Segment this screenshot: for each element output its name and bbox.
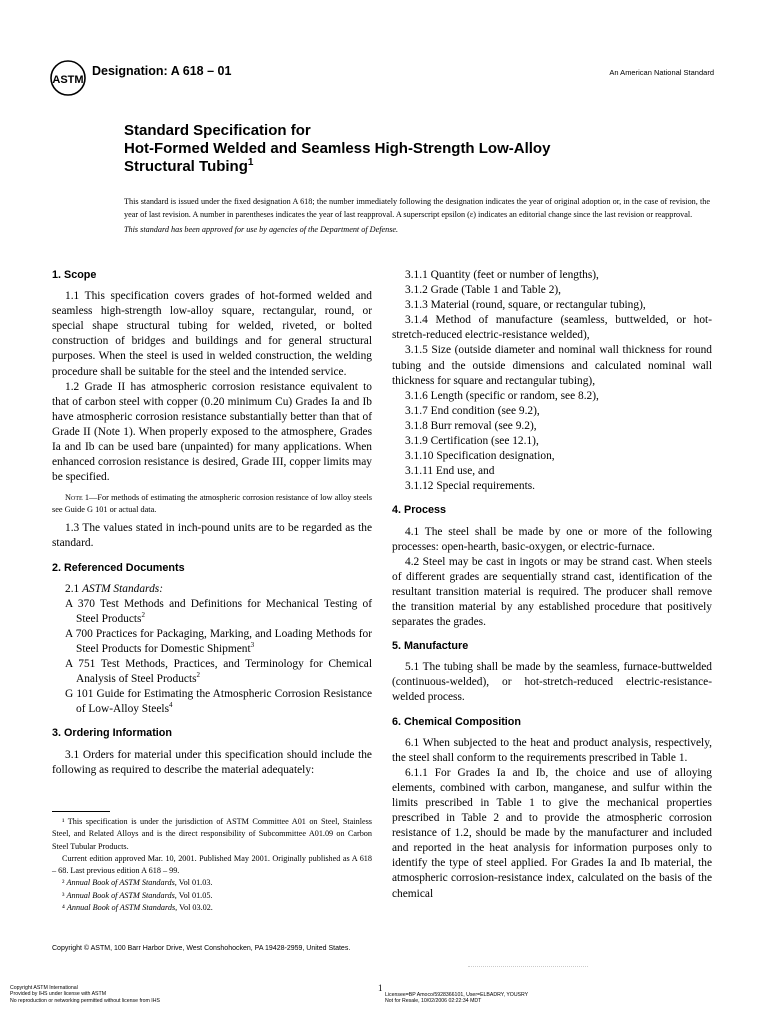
title-line-1: Standard Specification for	[124, 122, 311, 139]
footnote-2: ² Annual Book of ASTM Standards, Vol 01.03.	[62, 878, 213, 888]
list-item: 3.1.2 Grade (Table 1 and Table 2),	[405, 284, 562, 297]
list-item: 3.1.7 End condition (see 9.2),	[405, 404, 540, 417]
reference-a751: A 751 Test Methods, Practices, and Terminology for Chemical Analysis of Steel Products$^2$	[65, 658, 372, 686]
section-heading-chemical-composition: 6. Chemical Composition	[392, 715, 521, 728]
reference-g101: G 101 Guide for Estimating the Atmospheric Corrosion Resistance of Low-Alloy Steels$^4$	[65, 688, 372, 716]
paragraph-1-3: 1.3 The values stated in inch-pound units are to be regarded as the standard.	[52, 522, 372, 550]
list-item: 3.1.9 Certification (see 12.1),	[405, 435, 539, 448]
footnote-1: ¹ This specification is under the jurisdiction of ASTM Committee A01 on Steel, Stainless Steel, and Related Alloys and is the direct responsibility of Subcommittee A01.09 on Carbon Steel Tubular Products.	[52, 817, 372, 851]
copyright-line: Copyright © ASTM, 100 Barr Harbor Drive, West Conshohocken, PA 19428-2959, United States.	[52, 945, 351, 952]
footnote-1-edition: Current edition approved Mar. 10, 2001. Published May 2001. Originally published as A 618 – 68. Last previous edition A 618 – 99.	[52, 853, 372, 876]
footnotes	[52, 811, 372, 914]
designation: Designation: A 618 – 01	[92, 64, 232, 78]
list-item: 3.1.12 Special requirements.	[405, 480, 536, 493]
license-info-right: Licensee=BP Amoco/5928366101, User=ELBADRY, YOUSRY Not for Resale, 10/02/2006 02:22:34 MDT	[385, 992, 529, 1005]
license-info-left: Copyright ASTM International Provided by IHS under license with ASTM No reproduction or networking permitted without license from IHS	[10, 985, 160, 1004]
paragraph-3-1: 3.1 Orders for material under this specification should include the following as required to describe the material adequately:	[52, 748, 372, 776]
list-item: 3.1.6 Length (specific or random, see 8.2),	[405, 389, 599, 402]
reference-a370: A 370 Test Methods and Definitions for Mechanical Testing of Steel Products$^2$	[65, 597, 372, 625]
paragraph-4-1: 4.1 The steel shall be made by one or more of the following processes: open-hearth, basic-oxygen, or electric-furnace.	[392, 525, 712, 553]
page-number: 1	[378, 983, 383, 993]
section-heading-ordering-information: 3. Ordering Information	[52, 727, 172, 740]
paragraph-6-1-1: 6.1.1 For Grades Ia and Ib, the choice and use of alloying elements, combined with carbon, manganese, and sulfur within the limits prescribed in Table 1 to give the mechanical properties prescribed in Table 2 and to provide the atmospheric corrosion resistance of 1.2, should be made by the manufacturer and included and reported in the heat analysis for information purposes only to identify the type of steel applied. For Grades Ia and Ib material, the atmospheric corrosion-resistance index, calculated on the basis of the chemical	[392, 766, 712, 900]
paragraph-2-1: 2.1 ASTM Standards:	[65, 582, 163, 595]
section-heading-referenced-documents: 2. Referenced Documents	[52, 561, 185, 574]
footnote-4: ⁴ Annual Book of ASTM Standards, Vol 03.02.	[62, 903, 213, 913]
document-title	[124, 122, 724, 176]
paragraph-1-1: 1.1 This specification covers grades of hot-formed welded and seamless high-strength low-alloy square, rectangular, round, or special shape structural tubing for welded, riveted, or bolted construction of bridges and buildings and for general structural purposes. When the steel is used in welded construction, the welding procedure shall be suitable for the steel and the intended service.	[52, 290, 372, 378]
footnote-3: ³ Annual Book of ASTM Standards, Vol 01.05.	[62, 890, 213, 900]
title-footnote-ref: 1	[247, 157, 254, 168]
issuance-notice	[124, 196, 710, 237]
footnote-divider	[52, 811, 110, 812]
paragraph-4-2: 4.2 Steel may be cast in ingots or may be strand cast. When steels of different grades are sequentially strand cast, identification of the resultant transition material is required. The producer shall remove the transition material by any established procedure that positively separates the grades.	[392, 555, 712, 629]
list-item: 3.1.11 End use, and	[405, 465, 495, 478]
title-line-2: Hot-Formed Welded and Seamless High-Strength Low-Alloy	[124, 140, 551, 157]
list-item: 3.1.8 Burr removal (see 9.2),	[405, 419, 537, 432]
issuance-text: This standard is issued under the fixed designation A 618; the number immediately following the designation indicates the year of original adoption or, in the case of revision, the year of last revision. A number in parentheses indicates the year of last reapproval. A superscript epsilon (ε) indicates an editorial change since the last revision or reapproval.	[124, 197, 710, 219]
list-item: 3.1.1 Quantity (feet or number of lengths),	[405, 269, 599, 281]
faint-watermark-divider	[468, 966, 588, 970]
section-heading-process: 4. Process	[392, 504, 447, 517]
section-heading-scope: 1. Scope	[52, 269, 97, 281]
section-heading-manufacture: 5. Manufacture	[392, 640, 469, 653]
paragraph-5-1: 5.1 The tubing shall be made by the seamless, furnace-buttwelded (continuous-welded), or hot-stretch-reduced electric-resistance-welded process.	[392, 661, 712, 704]
list-item: 3.1.4 Method of manufacture (seamless, buttwelded, or hot-stretch-reduced electric-resistance welded),	[392, 314, 712, 342]
list-item: 3.1.10 Specification designation,	[405, 450, 555, 463]
american-national-standard-label: An American National Standard	[609, 68, 714, 77]
left-column	[52, 268, 372, 778]
document-header	[50, 58, 714, 98]
astm-logo-icon	[50, 58, 86, 98]
list-item: 3.1.3 Material (round, square, or rectangular tubing),	[405, 299, 646, 312]
right-column	[392, 268, 712, 902]
dod-approval-note: This standard has been approved for use by agencies of the Department of Defense.	[124, 225, 399, 234]
svg-text:ASTM: ASTM	[52, 74, 84, 86]
note-1: Note 1—For methods of estimating the atmospheric corrosion resistance of low alloy steels see Guide G 101 or actual data.	[52, 493, 372, 515]
title-line-3: Structural Tubing$^1$	[124, 157, 254, 175]
paragraph-1-2: 1.2 Grade II has atmospheric corrosion resistance equivalent to that of carbon steel with copper (0.20 minimum Cu) Grades Ia and Ib have atmospheric corrosion resistance substantially better than that of Grade II (Note 1). When properly exposed to the atmosphere, Grades Ia and Ib can be used bare (unpainted) for many applications. When enhanced corrosion resistance is desired, Grade III, copper limits may be specified.	[52, 380, 372, 484]
paragraph-6-1: 6.1 When subjected to the heat and product analysis, respectively, the steel shall conform to the requirements prescribed in Table 1.	[392, 736, 712, 764]
reference-a700: A 700 Practices for Packaging, Marking, and Loading Methods for Steel Products for Domestic Shipment$^3$	[65, 627, 372, 655]
list-item: 3.1.5 Size (outside diameter and nominal wall thickness for round tubing and the outside dimensions and calculated nominal wall thickness for square and rectangular tubing),	[392, 344, 712, 387]
